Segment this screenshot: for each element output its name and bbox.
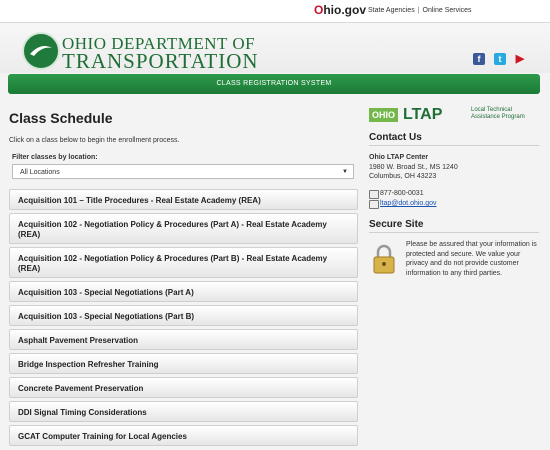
- mail-icon: [369, 200, 379, 209]
- ltap-logo-word: LTAP: [403, 106, 443, 123]
- logo-line-1: OHIO DEPARTMENT OF: [62, 34, 256, 53]
- class-item-gcat[interactable]: GCAT Computer Training for Local Agencies: [9, 425, 358, 446]
- lock-icon: [371, 244, 397, 274]
- twitter-icon[interactable]: t: [494, 53, 506, 65]
- class-item-acquisition-102a[interactable]: Acquisition 102 - Negotiation Policy & Procedures (Part A) - Real Estate Academy (REA): [9, 213, 358, 244]
- nav-bar-title[interactable]: CLASS REGISTRATION SYSTEM: [8, 74, 540, 94]
- top-links-divider: |: [417, 7, 420, 14]
- lock-icon-graphic: [371, 244, 397, 274]
- top-links: [368, 7, 472, 14]
- class-item-acquisition-103a[interactable]: Acquisition 103 - Special Negotiations (Part A): [9, 281, 358, 302]
- state-agencies-link[interactable]: State Agencies: [368, 7, 415, 14]
- class-item-asphalt[interactable]: Asphalt Pavement Preservation: [9, 329, 358, 350]
- online-services-link[interactable]: Online Services: [422, 7, 472, 14]
- location-filter-value: All Locations: [20, 169, 60, 176]
- class-item-acquisition-101[interactable]: Acquisition 101 – Title Procedures - Real Estate Academy (REA): [9, 189, 358, 210]
- page-title: Class Schedule: [9, 110, 113, 126]
- secure-site-text: Please be assured that your information is protected and secure. We value your privacy and do not provide customer information to any third parties.: [406, 241, 537, 277]
- class-item-concrete[interactable]: Concrete Pavement Preservation: [9, 377, 358, 398]
- ltap-logo-ohio: OHIO: [369, 108, 398, 122]
- ltap-logo-subtitle: Local Technical Assistance Program: [471, 107, 525, 120]
- secure-site-heading: Secure Site: [369, 219, 539, 233]
- class-item-acquisition-102b[interactable]: Acquisition 102 - Negotiation Policy & Procedures (Part B) - Real Estate Academy (REA): [9, 247, 358, 278]
- class-item-bridge[interactable]: Bridge Inspection Refresher Training: [9, 353, 358, 374]
- odot-seal-graphic: [24, 34, 58, 68]
- site-header: [0, 23, 550, 73]
- logo-line-2: TRANSPORTATION: [62, 49, 259, 73]
- intro-text: Click on a class below to begin the enrollment process.: [9, 137, 180, 144]
- ohio-gov-logo-o: O: [314, 3, 324, 17]
- contact-phone: 877-800-0031: [380, 190, 424, 197]
- contact-heading: Contact Us: [369, 132, 539, 146]
- class-item-ddi[interactable]: DDI Signal Timing Considerations: [9, 401, 358, 422]
- contact-name: Ohio LTAP Center: [369, 154, 429, 161]
- facebook-icon[interactable]: f: [473, 53, 485, 65]
- filter-label: Filter classes by location:: [12, 154, 98, 161]
- top-bar: [0, 0, 550, 23]
- ohio-gov-logo-text: hio.gov: [323, 3, 367, 17]
- youtube-icon[interactable]: ▶: [515, 53, 525, 65]
- ohio-ltap-logo[interactable]: [369, 106, 539, 126]
- contact-address-1: 1980 W. Broad St., MS 1240: [369, 164, 458, 171]
- location-filter-select[interactable]: [12, 164, 354, 179]
- ohio-gov-logo[interactable]: [314, 3, 366, 17]
- phone-icon: [369, 190, 379, 199]
- contact-address-2: Columbus, OH 43223: [369, 173, 437, 180]
- contact-email-link[interactable]: ltap@dot.ohio.gov: [380, 200, 437, 207]
- odot-seal-icon[interactable]: [22, 32, 60, 70]
- class-item-acquisition-103b[interactable]: Acquisition 103 - Special Negotiations (Part B): [9, 305, 358, 326]
- chevron-down-icon: ▼: [342, 169, 348, 175]
